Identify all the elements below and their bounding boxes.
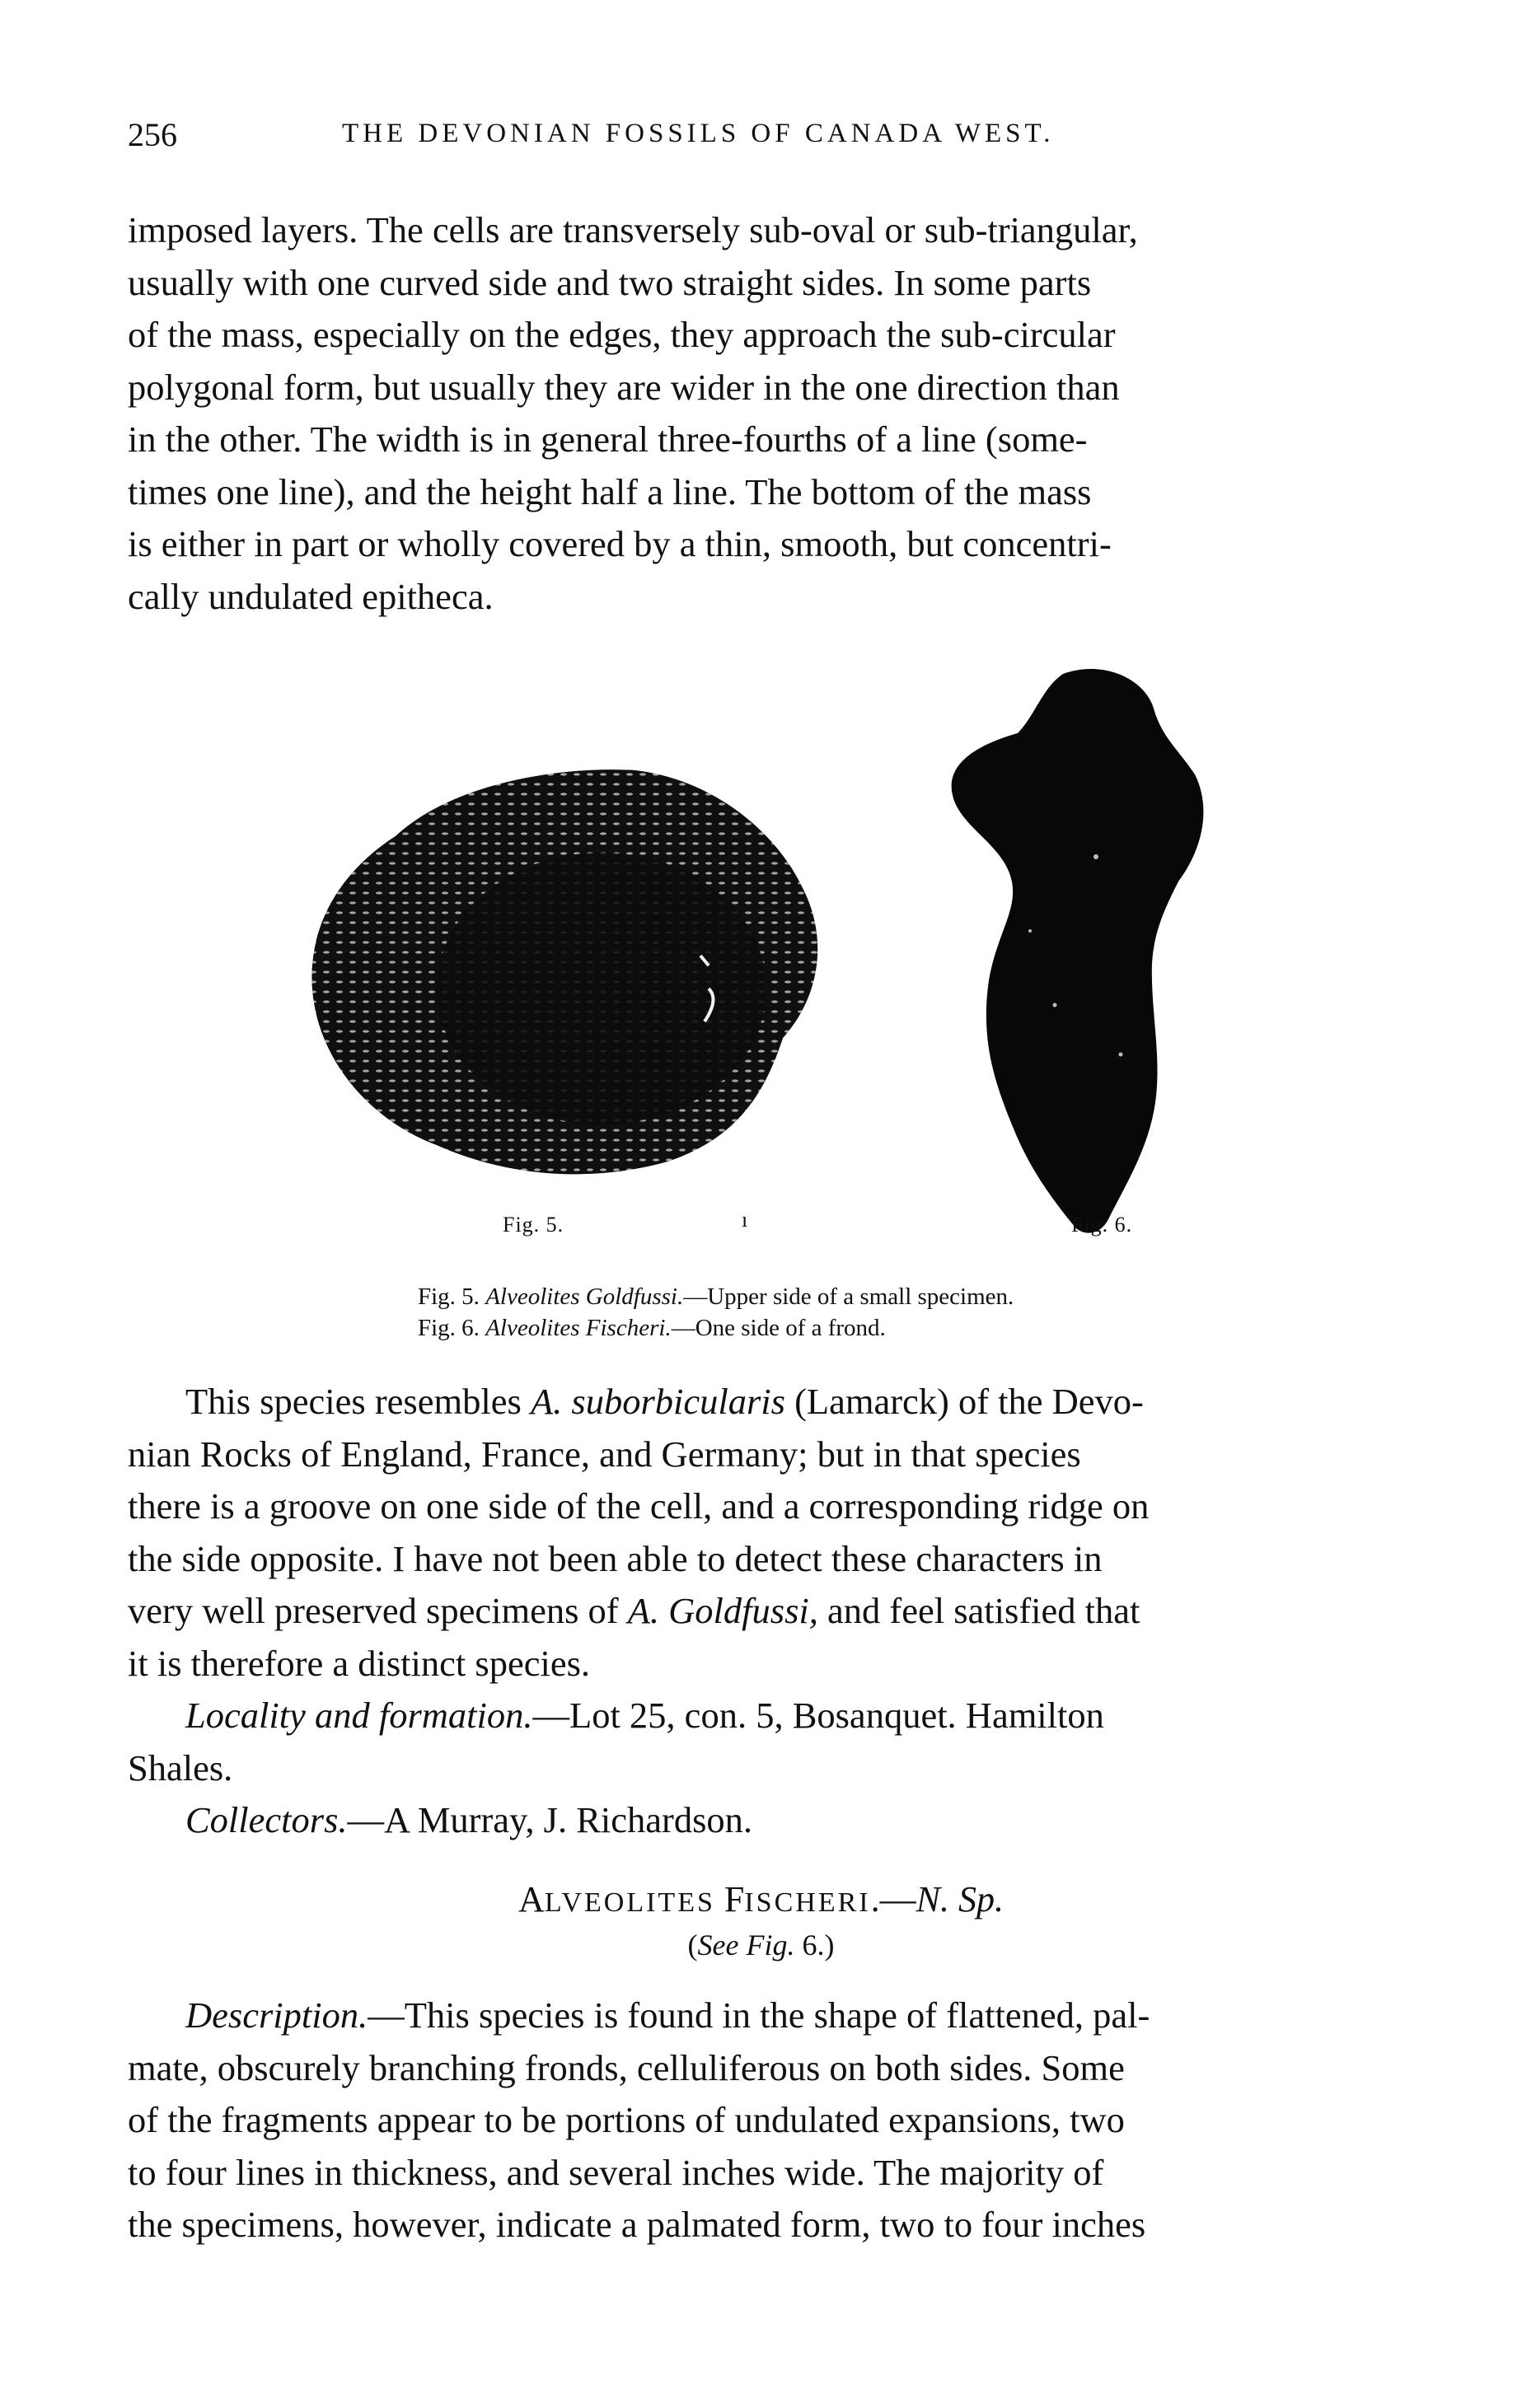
caption-fig5: [418, 1281, 1324, 1312]
heading-smallcaps: LVEOLITES: [544, 1887, 715, 1918]
text-line: is either in part or wholly covered by a thin, smooth, but concentri-: [128, 523, 1112, 564]
text-line: cally undulated epitheca.: [128, 575, 494, 617]
collectors-label: Collectors.: [185, 1799, 348, 1840]
text-line: imposed layers. The cells are transversely sub-oval or sub-triangular,: [128, 209, 1138, 250]
text-line: to four lines in thickness, and several inches wide. The majority of: [128, 2151, 1104, 2193]
text-run: This species resembles: [185, 1381, 531, 1422]
text-line: of the fragments appear to be portions of undulated expansions, two: [128, 2099, 1125, 2140]
figure-captions: [418, 1281, 1324, 1344]
text-line: usually with one curved side and two straight sides. In some parts: [128, 261, 1092, 303]
caption-text: —Upper side of a small specimen.: [683, 1283, 1014, 1310]
text-line: in the other. The width is in general three-fourths of a line (some-: [128, 418, 1088, 460]
heading-new-species: N. Sp.: [916, 1879, 1004, 1919]
discussion-paragraph: [128, 1376, 1397, 1690]
heading-dash: .—: [870, 1879, 916, 1919]
caption-text: —One side of a frond.: [671, 1315, 886, 1341]
heading-initial: A: [518, 1879, 545, 1919]
caption-taxon: Alveolites Goldfussi.: [485, 1283, 684, 1310]
fig5-alveolites-goldfussi-illustration: [280, 750, 857, 1195]
running-title: THE DEVONIAN FOSSILS OF CANADA WEST.: [342, 119, 1055, 148]
see-fig-text: See Fig.: [697, 1929, 795, 1961]
heading-initial: F: [724, 1879, 745, 1919]
text-line: mate, obscurely branching fronds, celluliferous on both sides. Some: [128, 2046, 1125, 2088]
text-run: very well preserved specimens of: [128, 1590, 628, 1631]
text-line: [128, 1376, 1397, 1428]
intro-paragraph: [128, 204, 1397, 623]
text-run: —This species is found in the shape of flattened, pal-: [368, 1994, 1150, 2036]
locality-paragraph: [128, 1690, 1397, 1794]
text-line: [128, 1990, 1397, 2042]
caption-taxon: Alveolites Fischeri.: [485, 1315, 672, 1341]
species-heading: [0, 1878, 1522, 1920]
caption-prefix: Fig. 5.: [418, 1283, 480, 1310]
fig5-label: Fig. 5.: [503, 1213, 564, 1237]
text-line: nian Rocks of England, France, and Germany; but in that species: [128, 1433, 1081, 1475]
see-fig-number: 6.): [794, 1929, 835, 1961]
text-line: of the mass, especially on the edges, they approach the sub-circular: [128, 314, 1116, 355]
text-run: (Lamarck) of the Devo-: [784, 1381, 1144, 1422]
text-line: [128, 1585, 1397, 1638]
fig6-label: Fig. 6.: [1071, 1213, 1133, 1237]
page-number: 256: [128, 116, 177, 153]
text-line: Shales.: [128, 1746, 233, 1788]
text-run: and feel satisfied that: [817, 1590, 1140, 1631]
text-line: the side opposite. I have not been able to detect these characters in: [128, 1537, 1103, 1579]
see-figure-reference: [0, 1928, 1522, 1962]
text-line: polygonal form, but usually they are wider in the one direction than: [128, 366, 1120, 408]
text-line: [128, 1794, 1397, 1847]
fig6-alveolites-fischeri-illustration: [931, 659, 1261, 1244]
figure-plate: [247, 659, 1318, 1302]
taxon-name: A. Goldfussi,: [627, 1590, 818, 1631]
stray-mark: ı: [742, 1208, 748, 1232]
description-label: Description.: [185, 1994, 368, 2036]
text-run: —Lot 25, con. 5, Bosanquet. Hamilton: [532, 1695, 1104, 1736]
heading-smallcaps: ISCHERI: [744, 1887, 871, 1918]
collectors-paragraph: [128, 1794, 1397, 1847]
taxon-name: A. suborbicularis: [530, 1381, 785, 1422]
text-line: it is therefore a distinct species.: [128, 1642, 591, 1684]
text-line: there is a groove on one side of the cell, and a corresponding ridge on: [128, 1485, 1150, 1527]
locality-label: Locality and formation.: [185, 1695, 533, 1736]
text-line: the specimens, however, indicate a palmated form, two to four inches: [128, 2204, 1146, 2245]
running-header: [128, 115, 1397, 165]
text-line: times one line), and the height half a line. The bottom of the mass: [128, 470, 1092, 512]
description-paragraph: [128, 1990, 1397, 2251]
text-line: [128, 1690, 1397, 1742]
paren-open: (: [687, 1929, 698, 1961]
text-run: —A Murray, J. Richardson.: [347, 1799, 753, 1840]
caption-prefix: Fig. 6.: [418, 1315, 480, 1341]
caption-fig6: [418, 1312, 1324, 1344]
